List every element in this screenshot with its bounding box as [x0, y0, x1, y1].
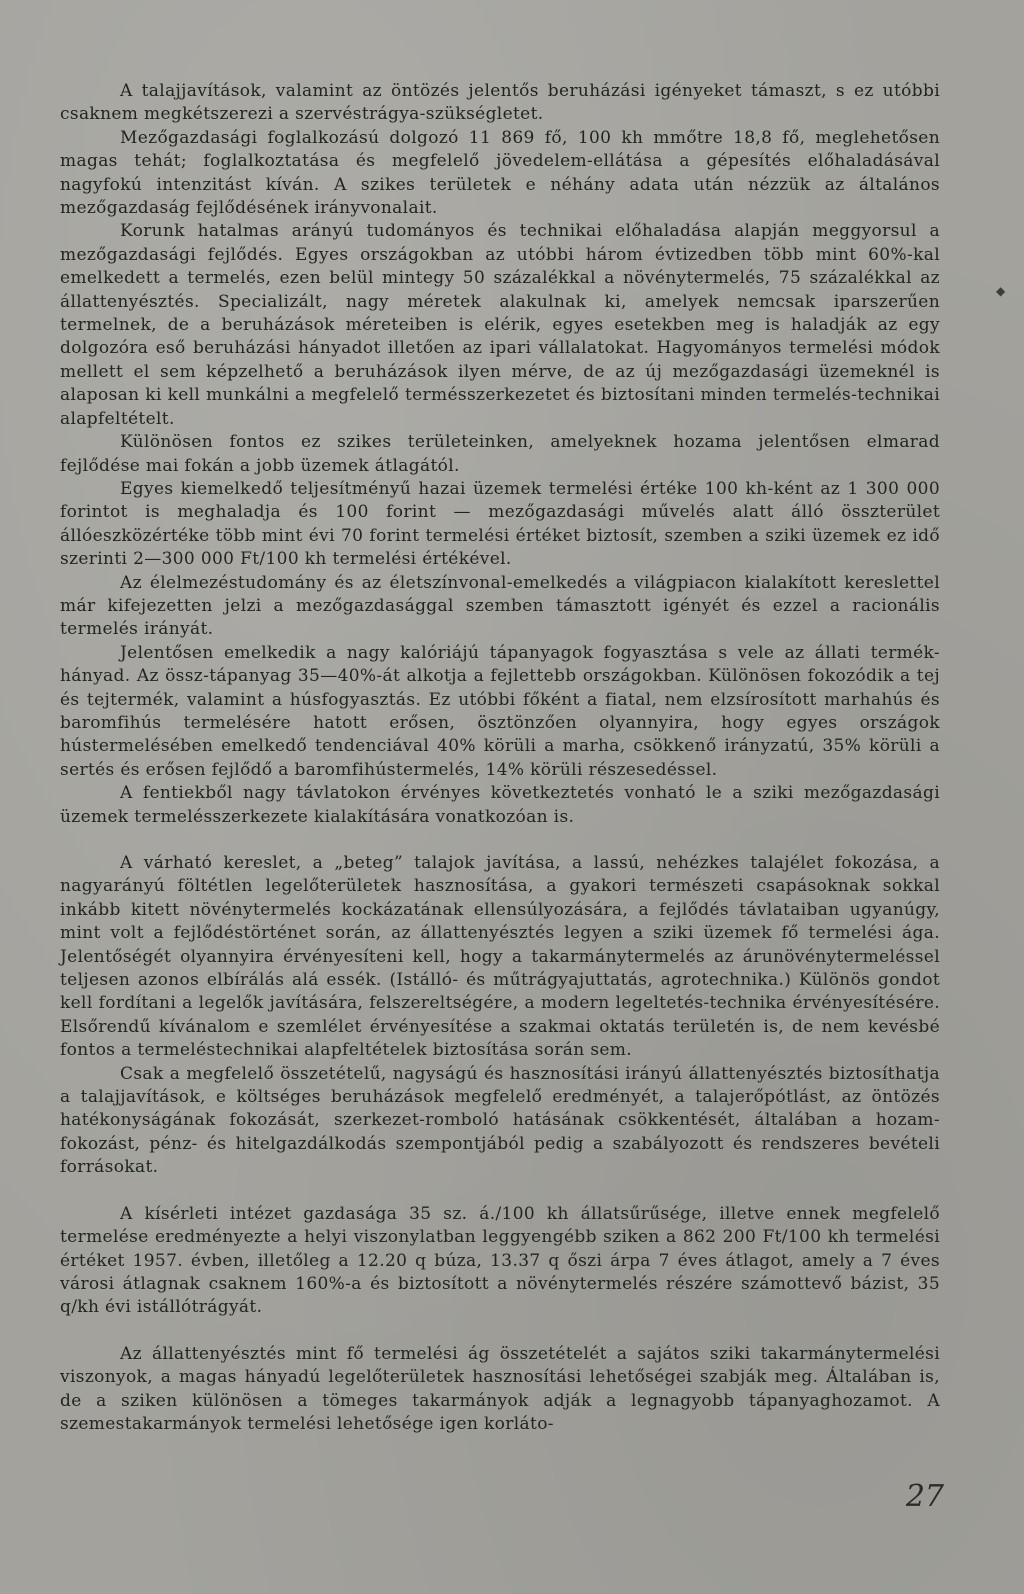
paragraph-3: Korunk hatalmas arányú tudományos és technikai előhaladása alapján meggyorsul a mezőgazdasági fejlődés. Egyes országokban az utóbbi három évtizedben több mint 60%-kal emelkedett a termelés, ezen belül mintegy 50 százalékkal a növénytermelés, 75 százalékkal az állattenyésztés. Specializált, nagy méretek alakulnak ki, amelyek nemcsak iparszerűen termelnek, de a beruházások méreteiben is elérik, egyes esetekben meg is haladják az egy dolgozóra eső beruházási hányadot illetően az ipari vállalatokat. Hagyományos termelési módok mellett el sem képzelhető a beruházások ilyen mérve, de az új mezőgazdasági üzemeknél is alaposan ki kell munkálni a megfelelő termésszerkezetet és biztosítani minden termelés-technikai alapfeltételt.	[60, 221, 940, 429]
paragraph-7: Jelentősen emelkedik a nagy kalóriájú tápanyagok fogyasztása s vele az állati termék-hányad. Az össz-tápanyag 35—40%-át alkotja a fejlettebb országokban. Különösen fokozódik a tej és tejtermék, valamint a húsfogyasztás. Ez utóbbi főként a fiatal, nem elzsírosított marhahús és baromfihús termelésére hatott erősen, ösztönzően olyannyira, hogy egyes országok hústermelésében emelkedő tendenciával 40% körüli a marha, csökkenő irányzatú, 35% körüli a sertés és erősen fejlődő a baromfihústermelés, 14% körüli részesedéssel.	[60, 642, 940, 780]
margin-mark: ◆	[996, 284, 1006, 298]
paragraph-12: Az állattenyésztés mint fő termelési ág összetételét a sajátos sziki takarmánytermelési viszonyok, a magas hányadú legelőterületek hasznosítási lehetőségei szabják meg. Általában is, de a sziken különösen a tömeges takarmányok adják a legnagyobb tápanyaghozamot. A szemestakarmányok termelési lehetősége igen korláto-	[60, 1343, 940, 1434]
paragraph-9: A várható kereslet, a „beteg” talajok javítása, a lassú, nehézkes talajélet fokozása, a nagyarányú föltétlen legelőterületek hasznosítása, a gyakori természeti csapásoknak sokkal inkább kitett növénytermelés kockázatának ellensúlyozására, a fejlődés távlataiban ugyanúgy, mint volt a fejlődéstörténet során, az állattenyésztés legyen a sziki üzemek fő termelési ága. Jelentőségét olyannyira érvényesíteni kell, hogy a takarmánytermelés az árunövénytermeléssel teljesen azonos elbírálás alá essék. (Istálló- és műtrágyajuttatás, agrotechnika.) Különös gondot kell fordítani a legelők javítására, felszereltségére, a modern legeltetés-technika érvényesítésére. Elsőrendű kívánalom e szemlélet érvényesítése a szakmai oktatás területén is, de nem kevésbé fontos a termeléstechnikai alapfeltételek biztosítása során sem.	[60, 853, 940, 1061]
paragraph-8: A fentiekből nagy távlatokon érvényes következtetés vonható le a sziki mezőgazdasági üzemek termelésszerkezete kialakítására vonatkozóan is.	[60, 783, 940, 827]
paragraph-4: Különösen fontos ez szikes területeinken, amelyeknek hozama jelentősen elmarad fejlődése mai fokán a jobb üzemek átlagától.	[60, 432, 940, 476]
paragraph-2: Mezőgazdasági foglalkozású dolgozó 11 869 fő, 100 kh mmőtre 18,8 fő, meglehetősen magas tehát; foglalkoztatása és megfelelő jövedelem-ellátása a gépesítés előhaladásával nagyfokú intenzitást kíván. A szikes területek e néhány adata után nézzük az általános mezőgazdaság fejlődésének irányvonalait.	[60, 127, 940, 219]
paragraph-5: Egyes kiemelkedő teljesítményű hazai üzemek termelési értéke 100 kh-ként az 1 300 000 forintot is meghaladja és 100 forint — mezőgazdasági művelés alatt álló összterület állóeszközértéke több mint évi 70 forint termelési értéket biztosít, szemben a sziki üzemek ez idő szerinti 2—300 000 Ft/100 kh termelési értékével.	[60, 478, 940, 570]
paragraph-10: Csak a megfelelő összetételű, nagyságú és hasznosítási irányú állattenyésztés biztosíthatja a talajjavítások, e költséges beruházások megfelelő eredményét, a talajerőpótlást, az öntözés hatékonyságának fokozását, szerkezet-romboló hatásának csökkentését, általában a hozam-fokozást, pénz- és hitelgazdálkodás szempontjából pedig a szabályozott és rendszeres bevételi forrásokat.	[60, 1063, 940, 1178]
body-text	[60, 80, 940, 1436]
paragraph-6: Az élelmezéstudomány és az életszínvonal-emelkedés a világpiacon kialakított kereslettel már kifejezetten jelzi a mezőgazdasággal szemben támasztott igényét és ezzel a racionális termelés irányát.	[60, 572, 940, 640]
paragraph-11: A kísérleti intézet gazdasága 35 sz. á./100 kh állatsűrűsége, illetve ennek megfelelő termelése eredményezte a helyi viszonylatban leggyengébb sziken a 862 200 Ft/100 kh termelési értéket 1957. évben, illetőleg a 12.20 q búza, 13.37 q őszi árpa 7 éves átlagot, amely a 7 éves városi átlagnak csaknem 160%-a és biztosított a növénytermelés részére számottevő bázist, 35 q/kh évi istállótrágyát.	[60, 1203, 940, 1318]
page-number: 27	[905, 1479, 944, 1514]
paragraph-1: A talajjavítások, valamint az öntözés jelentős beruházási igényeket támaszt, s ez utóbbi csaknem megkétszerezi a szervéstrágya-szükségletet.	[60, 81, 940, 125]
